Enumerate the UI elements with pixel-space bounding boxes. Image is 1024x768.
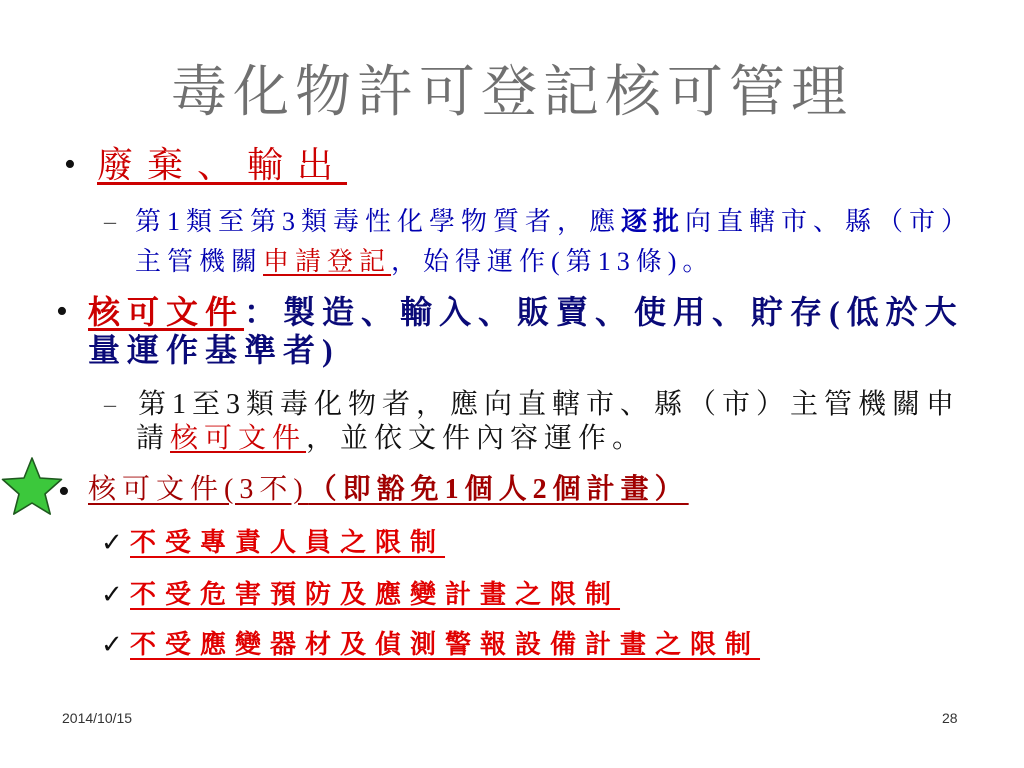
sub-bullet-dash: – bbox=[104, 209, 116, 235]
bullet-heading-exemptions bbox=[88, 471, 689, 509]
bullet-line bbox=[88, 292, 964, 332]
slide-number: 28 bbox=[942, 710, 958, 726]
text-segment: 量運作基準者) bbox=[88, 332, 340, 368]
checklist-item: 不受專責人員之限制 bbox=[130, 528, 446, 557]
sub-bullet-line bbox=[135, 205, 973, 239]
text-segment: 核可文件(3不) bbox=[88, 474, 309, 505]
checkmark-icon: ✓ bbox=[101, 580, 123, 610]
footer-date: 2014/10/15 bbox=[62, 710, 133, 726]
text-segment: 第1類至第3類毒性化學物質者，應 bbox=[135, 207, 622, 236]
highlight-text: 核可文件 bbox=[170, 423, 307, 454]
bullet-marker: • bbox=[56, 293, 68, 330]
star-icon bbox=[0, 457, 64, 521]
bullet-marker: • bbox=[58, 473, 70, 510]
text-segment: 向直轄市、縣（市） bbox=[685, 207, 974, 236]
slide-title: 毒化物許可登記核可管理 bbox=[171, 62, 853, 124]
sub-bullet-line bbox=[138, 388, 960, 422]
emphasis-text: 逐批 bbox=[621, 207, 686, 236]
checklist-item: 不受應變器材及偵測警報設備計畫之限制 bbox=[130, 630, 761, 659]
bullet-marker: • bbox=[64, 146, 76, 183]
text-segment: 請 bbox=[136, 423, 171, 454]
bullet-heading-disposal-export: 廢棄、輸出 bbox=[97, 145, 348, 185]
sub-bullet-line bbox=[135, 245, 714, 279]
text-segment: ，始得運作(第13條)。 bbox=[391, 247, 715, 276]
checkmark-icon: ✓ bbox=[101, 630, 123, 660]
bullet-line bbox=[88, 330, 340, 370]
text-segment: ，並依文件內容運作。 bbox=[306, 423, 647, 454]
sub-bullet-line bbox=[136, 422, 646, 456]
highlight-text: 核可文件 bbox=[88, 294, 245, 330]
sub-bullet-dash: – bbox=[104, 392, 116, 418]
checklist-item: 不受危害預防及應變計畫之限制 bbox=[130, 580, 621, 609]
text-segment: 主管機關 bbox=[135, 247, 264, 276]
text-segment: （即豁免1個人2個計畫） bbox=[308, 474, 689, 505]
highlight-text: 申請登記 bbox=[263, 247, 392, 276]
text-segment: 第1至3類毒化物者，應向直轄市、縣（市）主管機關申 bbox=[138, 389, 961, 420]
checkmark-icon: ✓ bbox=[101, 528, 123, 558]
text-segment: ：製造、輸入、販賣、使用、貯存(低於大 bbox=[244, 294, 964, 330]
